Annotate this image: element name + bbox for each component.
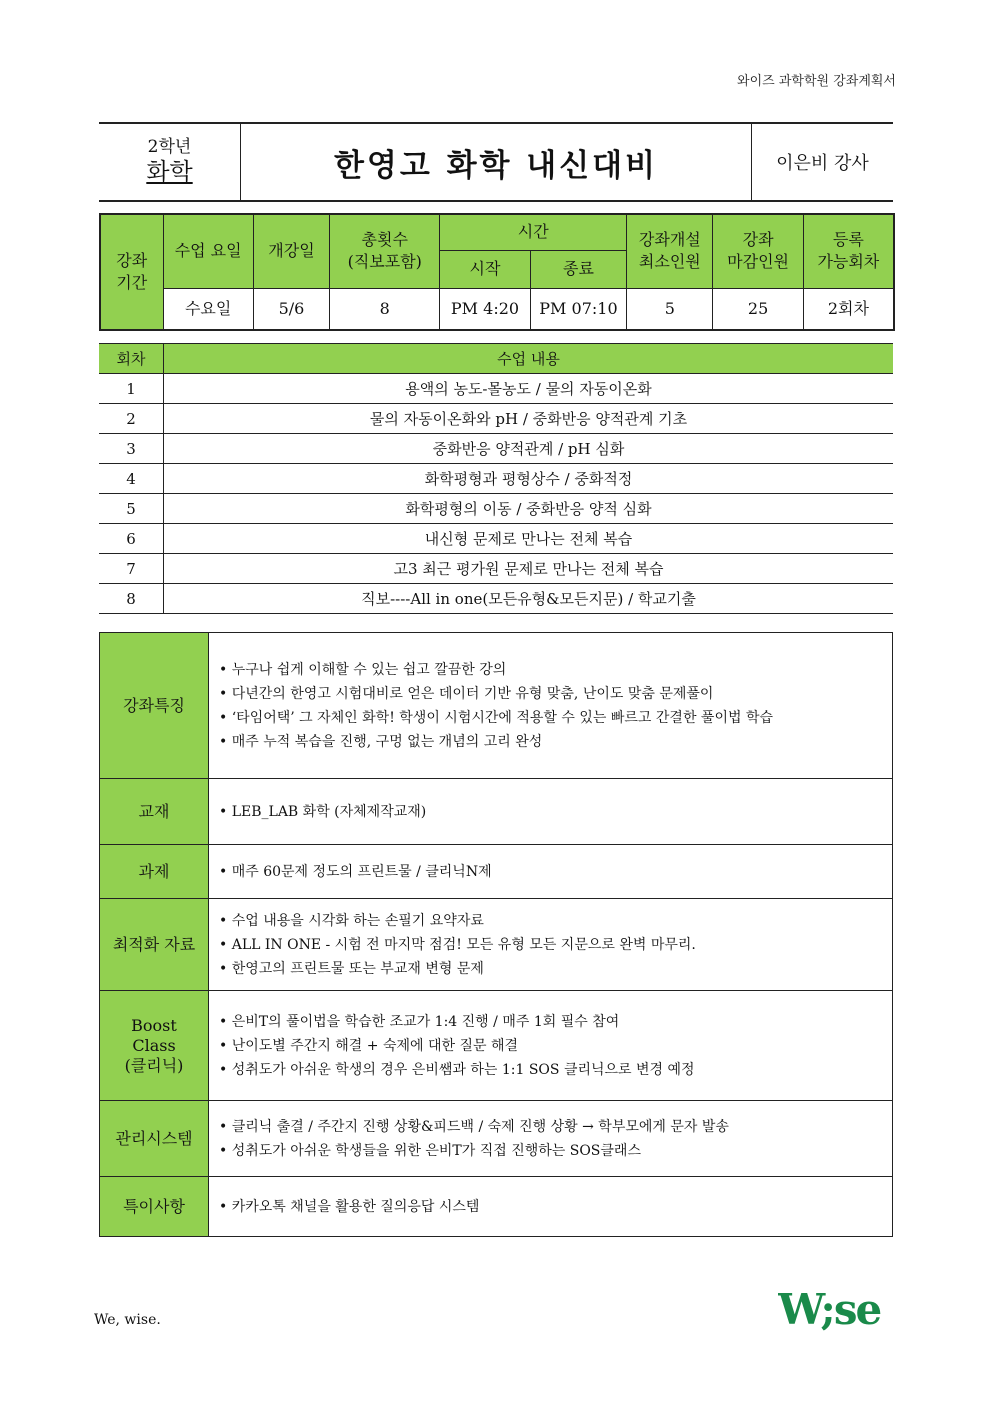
- session-num: 7: [99, 554, 164, 584]
- feature-row: [100, 845, 893, 899]
- header-join-session: 등록 가능회차: [803, 214, 894, 288]
- table-row: [99, 524, 893, 554]
- feature-item: • 한영고의 프린트물 또는 부교재 변형 문제: [219, 960, 484, 977]
- teacher-cell: [752, 123, 894, 201]
- feature-label: 관리시스템: [100, 1101, 209, 1177]
- value-max-students: 25: [713, 288, 803, 330]
- session-content: 중화반응 양적관계 / pH 심화: [164, 434, 894, 464]
- course-title: 한영고 화학 내신대비: [333, 147, 659, 184]
- header-time-start: 시작: [440, 250, 530, 288]
- grade-cell: [99, 123, 241, 201]
- feature-content: [209, 899, 893, 991]
- wise-logo: [778, 1284, 898, 1334]
- value-join-session: 2회차: [803, 288, 894, 330]
- value-min-students: 5: [627, 288, 713, 330]
- features-table: [99, 632, 893, 1237]
- sessions-header-content: 수업 내용: [164, 344, 894, 374]
- session-content: 화학평형의 이동 / 중화반응 양적 심화: [164, 494, 894, 524]
- table-row: [99, 434, 893, 464]
- feature-row: [100, 991, 893, 1101]
- session-num: 2: [99, 404, 164, 434]
- value-total-sessions: 8: [330, 288, 440, 330]
- feature-content: [209, 845, 893, 899]
- table-row: [99, 494, 893, 524]
- course-title-cell: [241, 123, 752, 201]
- table-row: [99, 584, 893, 614]
- subject-label: 화학: [146, 158, 193, 186]
- session-content: 고3 최근 평가원 문제로 만나는 전체 복습: [164, 554, 894, 584]
- table-row: [99, 404, 893, 434]
- session-num: 6: [99, 524, 164, 554]
- header-time-end: 종료: [530, 250, 626, 288]
- feature-item: • 성취도가 아쉬운 학생들을 위한 은비T가 직접 진행하는 SOS클래스: [219, 1142, 641, 1159]
- sessions-table: [99, 343, 893, 614]
- feature-label: 교재: [100, 779, 209, 845]
- feature-label: 과제: [100, 845, 209, 899]
- value-time-end: PM 07:10: [530, 288, 626, 330]
- value-day: 수요일: [163, 288, 253, 330]
- feature-row: [100, 1101, 893, 1177]
- session-num: 4: [99, 464, 164, 494]
- session-num: 1: [99, 374, 164, 404]
- session-content: 용액의 농도-몰농도 / 물의 자동이온화: [164, 374, 894, 404]
- value-start-date: 5/6: [253, 288, 329, 330]
- feature-content: [209, 991, 893, 1101]
- title-table: [99, 122, 893, 202]
- table-row: [99, 464, 893, 494]
- feature-item: • 카카오톡 채널을 활용한 질의응답 시스템: [219, 1198, 480, 1215]
- feature-label: 특이사항: [100, 1177, 209, 1237]
- feature-content: [209, 779, 893, 845]
- feature-row: [100, 633, 893, 779]
- feature-item: • LEB_LAB 화학 (자체제작교재): [219, 803, 427, 820]
- grade-label: 2학년: [147, 137, 192, 157]
- logo-text: W;se: [778, 1285, 881, 1334]
- teacher-name: 이은비 강사: [776, 153, 869, 174]
- header-total-sessions: 총횟수 (직보포함): [330, 214, 440, 288]
- period-label: 강좌 기간: [100, 214, 163, 330]
- value-time-start: PM 4:20: [440, 288, 530, 330]
- feature-row: [100, 899, 893, 991]
- feature-content: [209, 1101, 893, 1177]
- session-content: 물의 자동이온화와 pH / 중화반응 양적관계 기초: [164, 404, 894, 434]
- feature-item: • 매주 누적 복습을 진행, 구멍 없는 개념의 고리 완성: [219, 733, 543, 750]
- feature-content: [209, 1177, 893, 1237]
- sessions-header-num: 회차: [99, 344, 164, 374]
- table-row: [99, 374, 893, 404]
- session-num: 3: [99, 434, 164, 464]
- feature-item: • ALL IN ONE - 시험 전 마지막 점검! 모든 유형 모든 지문으로 완벽 마무리.: [219, 936, 696, 953]
- feature-item: • 수업 내용을 시각화 하는 손필기 요약자료: [219, 912, 484, 929]
- feature-item: • 매주 60문제 정도의 프린트물 / 클리닉N제: [219, 863, 492, 880]
- footer-slogan: We, wise.: [94, 1312, 161, 1328]
- session-content: 직보----All in one(모든유형&모든지문) / 학교기출: [164, 584, 894, 614]
- feature-label: 최적화 자료: [100, 899, 209, 991]
- feature-item: • 난이도별 주간지 해결 + 숙제에 대한 질문 해결: [219, 1037, 519, 1054]
- feature-label: Boost Class (클리닉): [100, 991, 209, 1101]
- feature-content: [209, 633, 893, 779]
- feature-item: • ‘타임어택’ 그 자체인 화학! 학생이 시험시간에 적용할 수 있는 빠르고 간결한 풀이법 학습: [219, 709, 773, 726]
- feature-row: [100, 1177, 893, 1237]
- feature-row: [100, 779, 893, 845]
- feature-item: • 성취도가 아쉬운 학생의 경우 은비쌤과 하는 1:1 SOS 클리닉으로 변경 예정: [219, 1061, 695, 1078]
- feature-item: • 누구나 쉽게 이해할 수 있는 쉽고 깔끔한 강의: [219, 661, 507, 678]
- feature-item: • 클리닉 출결 / 주간지 진행 상황&피드백 / 숙제 진행 상황 → 학부모에게 문자 발송: [219, 1118, 729, 1135]
- session-content: 화학평형과 평형상수 / 중화적정: [164, 464, 894, 494]
- header-start-date: 개강일: [253, 214, 329, 288]
- session-num: 8: [99, 584, 164, 614]
- session-content: 내신형 문제로 만나는 전체 복습: [164, 524, 894, 554]
- session-num: 5: [99, 494, 164, 524]
- table-row: [99, 554, 893, 584]
- header-time: 시간: [440, 214, 627, 250]
- feature-label: 강좌특징: [100, 633, 209, 779]
- header-day: 수업 요일: [163, 214, 253, 288]
- feature-item: • 은비T의 풀이법을 학습한 조교가 1:4 진행 / 매주 1회 필수 참여: [219, 1013, 620, 1030]
- header-max-students: 강좌 마감인원: [713, 214, 803, 288]
- header-min-students: 강좌개설 최소인원: [627, 214, 713, 288]
- document-label: 와이즈 과학학원 강좌계획서: [737, 74, 896, 89]
- feature-item: • 다년간의 한영고 시험대비로 얻은 데이터 기반 유형 맞춤, 난이도 맞춤 문제풀이: [219, 685, 714, 702]
- schedule-table: [99, 213, 895, 331]
